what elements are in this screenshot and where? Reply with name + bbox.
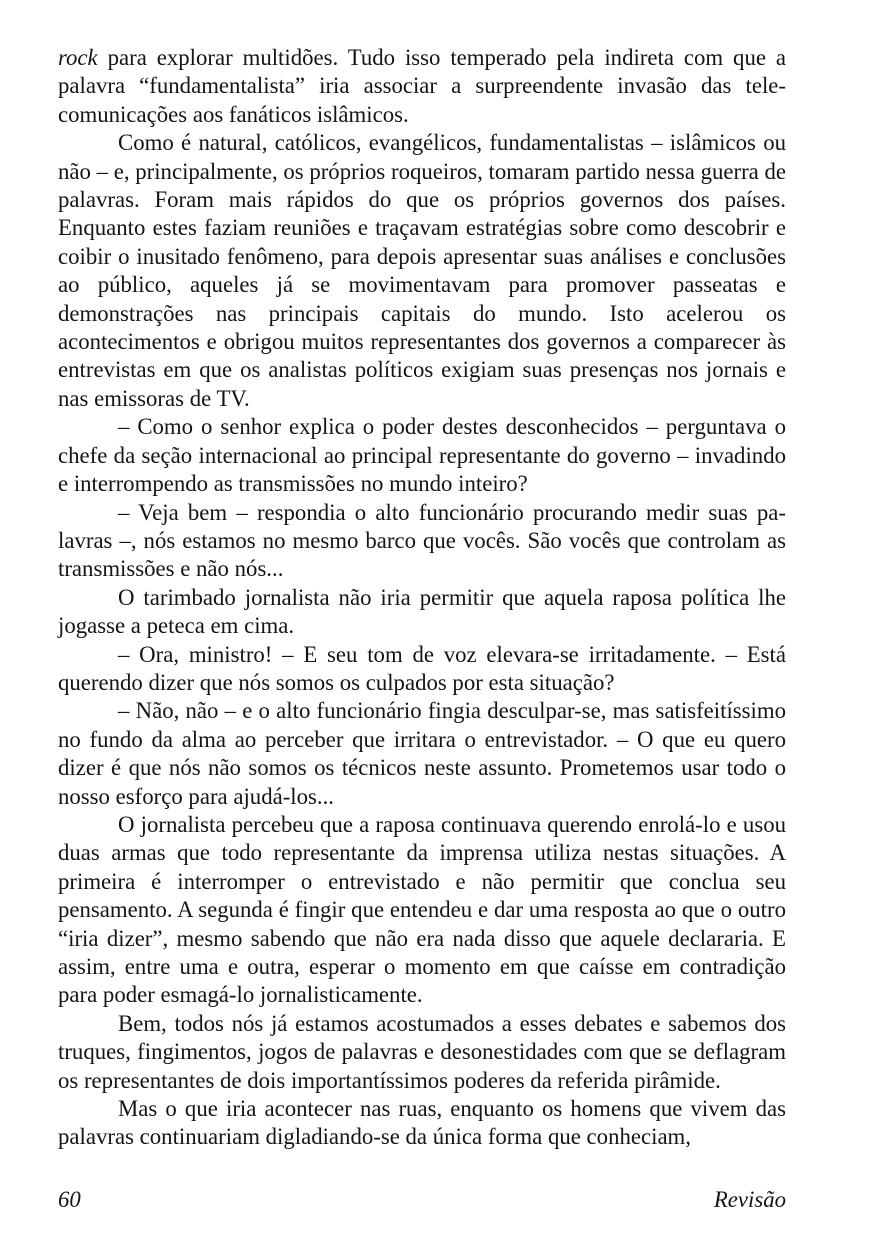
paragraph-4: – Veja bem – respondia o alto funcionário procurando medir suas palavras –, nós estamos no mesmo barco que vocês. São vocês que controlam as transmissões e não nós... [58, 499, 786, 582]
page-number: 60 [58, 1187, 81, 1212]
italic-word: rock [58, 45, 98, 70]
paragraph-8: O jornalista percebeu que a raposa continuava querendo enrolá-lo e usou duas armas que todo representante da imprensa utiliza nestas situações. A primeira é interromper o entrevistado e não permitir que conclua seu pensamento. A segunda é fingir que entendeu e dar uma resposta ao que o outro “iria dizer”, mesmo sabendo que não era nada disso que aquele declararia. E assim, entre uma e outra, esperar o momento em que caísse em contradição para poder esmagá-lo jornalisticamente. [58, 811, 786, 1008]
page-footer [58, 1186, 786, 1214]
paragraph-7: – Não, não – e o alto funcionário fingia desculpar-se, mas satisfeitíssimo no fundo da alma ao perceber que irritara o entrevistador. – O que eu quero dizer é que nós não somos os técnicos neste assunto. Prometemos usar todo o nosso esforço para ajudá-los... [58, 698, 786, 809]
paragraph-text: para explorar multidões. Tudo isso temperado pela indireta com que a palavra “fundamentalista” iria associar a surpreendente invasão das telecomunicações aos fanáticos islâmicos. [58, 45, 786, 127]
running-title: Revisão [713, 1187, 786, 1212]
paragraph-6: – Ora, ministro! – E seu tom de voz elevara-se irritadamente. – Está querendo dizer que nós somos os culpados por esta situação? [58, 641, 786, 695]
page-body [58, 44, 786, 1152]
paragraph-10: Mas o que iria acontecer nas ruas, enquanto os homens que vivem das palavras continuariam digladiando-se da única forma que conheciam, [58, 1096, 786, 1150]
paragraph-2: Como é natural, católicos, evangélicos, fundamentalistas – islâmicos ou não – e, principalmente, os próprios roqueiros, tomaram partido nessa guerra de palavras. Foram mais rápidos do que os próprios governos dos países. Enquanto estes faziam reuniões e traçavam estratégias sobre como descobrir e coibir o inusitado fenômeno, para depois apresentar suas análises e conclusões ao público, aqueles já se movimentavam para promover passeatas e demonstrações nas principais capitais do mundo. Isto acelerou os acontecimentos e obrigou muitos representantes dos governos a comparecer às entrevistas em que os analistas políticos exigiam suas presenças nos jornais e nas emissoras de TV. [58, 130, 787, 411]
paragraph-1 [58, 44, 786, 129]
paragraph-5: O tarimbado jornalista não iria permitir que aquela raposa política lhe jogasse a peteca em cima. [58, 584, 786, 639]
paragraph-3: – Como o senhor explica o poder destes desconhecidos – perguntava o chefe da seção internacional ao principal representante do governo – invadindo e interrompendo as transmissões no mundo inteiro? [58, 414, 786, 497]
paragraph-9: Bem, todos nós já estamos acostumados a esses debates e sabemos dos truques, fingimentos, jogos de palavras e desonestidades com que se deflagram os representantes de dois importantíssimos poderes da referida pirâmide. [58, 1010, 786, 1093]
